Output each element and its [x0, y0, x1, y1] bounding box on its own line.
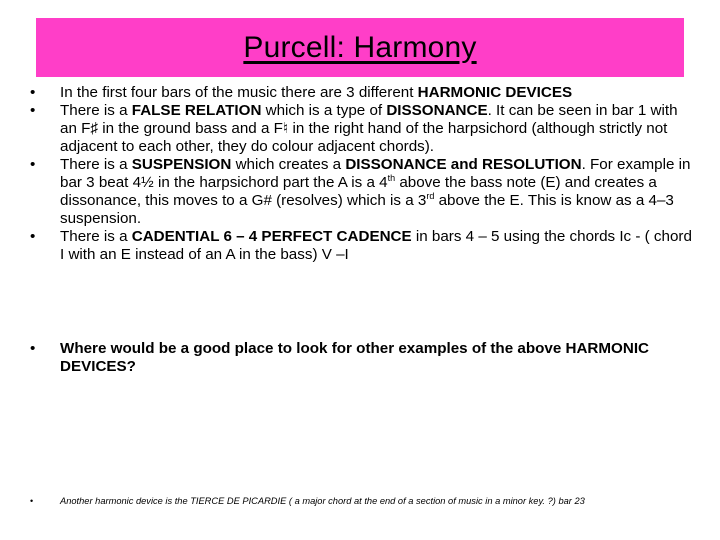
- list-item: [30, 494, 696, 508]
- bullet-icon: •: [30, 84, 36, 101]
- question-block: [30, 340, 696, 376]
- title-banner: [36, 18, 684, 77]
- list-item: [30, 102, 696, 156]
- item-emphasis: CADENTIAL 6 – 4 PERFECT CADENCE: [131, 228, 412, 245]
- list-item: [30, 228, 696, 264]
- bullet-list: [30, 84, 696, 264]
- item-text: There is a: [60, 228, 132, 245]
- item-emphasis: HARMONIC DEVICES: [417, 84, 573, 101]
- item-emphasis: SUSPENSION: [131, 156, 232, 173]
- item-text: . For example in bar 3 beat 4½ in the harpsichord part the A is a 4: [60, 156, 691, 191]
- superscript: th: [387, 172, 396, 183]
- item-text: There is a: [60, 156, 132, 173]
- item-text: . It can be seen in bar 1 with an F♯ in the ground bass and a F♮ in the right hand of the harpsichord (although strictly not adjacent to each other, they do colour adjacent chords).: [60, 102, 678, 155]
- footnote-block: [30, 494, 696, 508]
- item-text: which creates a: [231, 156, 346, 173]
- bullet-icon: •: [30, 340, 36, 357]
- item-text: In the first four bars of the music there are 3 different: [60, 84, 418, 101]
- superscript: rd: [426, 190, 435, 201]
- bullet-icon: •: [30, 156, 36, 173]
- item-text: which is a type of: [261, 102, 387, 119]
- item-text: in bars 4 – 5 using the chords Ic - ( chord I with an E instead of an A in the bass) V –I: [60, 228, 692, 263]
- question-text: Where would be a good place to look for other examples of the above HARMONIC DEVICES?: [60, 340, 650, 375]
- page-title: Purcell: Harmony: [243, 30, 477, 64]
- item-emphasis: FALSE RELATION: [131, 102, 262, 119]
- bullet-icon: •: [30, 102, 36, 119]
- footnote-text: Another harmonic device is the TIERCE DE PICARDIE ( a major chord at the end of a section of music in a minor key. ?) bar 23: [60, 496, 585, 506]
- item-text: above the bass note (E) and creates a dissonance, this moves to a G# (resolves) which is a 3: [60, 174, 657, 209]
- list-item: [30, 84, 696, 102]
- bullet-icon: •: [30, 496, 34, 506]
- item-text: above the E. This is know as a 4–3 suspension.: [60, 192, 674, 227]
- item-text: There is a: [60, 102, 132, 119]
- item-emphasis: DISSONANCE: [386, 102, 488, 119]
- list-item: [30, 340, 696, 376]
- item-emphasis: DISSONANCE and RESOLUTION: [345, 156, 582, 173]
- bullet-icon: •: [30, 228, 36, 245]
- list-item: [30, 156, 696, 228]
